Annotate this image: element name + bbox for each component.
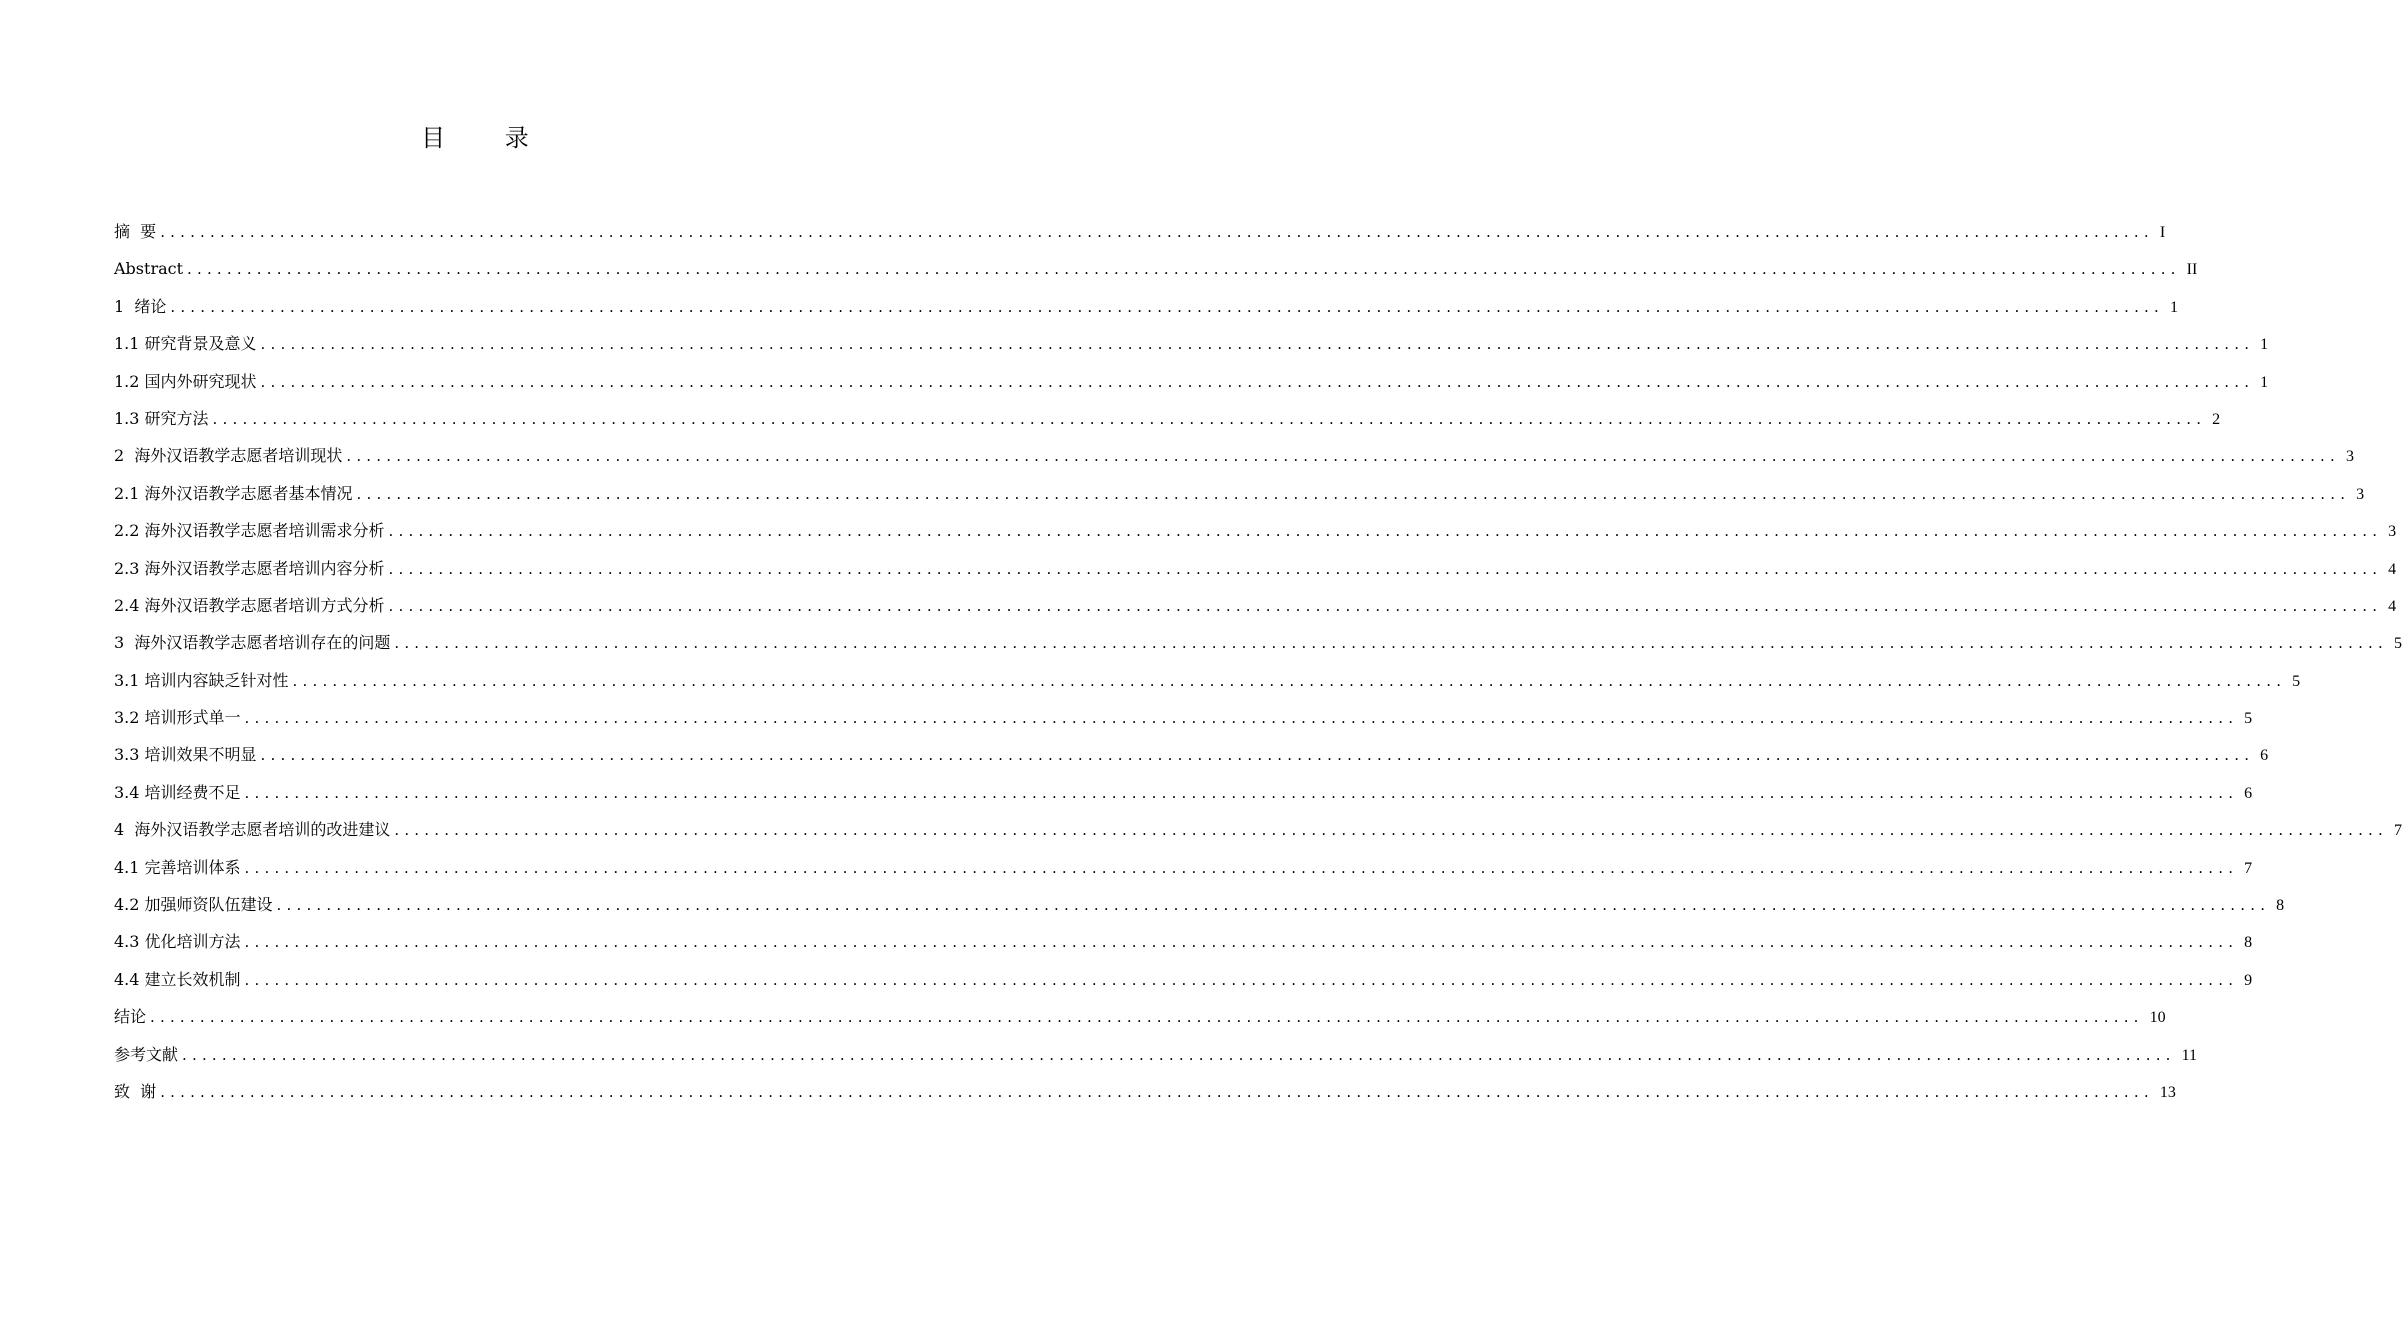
toc-entry-page-number: 10: [2149, 1009, 2166, 1027]
toc-leader-dots: ........................................................................................................................................................................................................: [170, 297, 2164, 316]
toc-entry[interactable]: [114, 886, 2285, 923]
toc-leader-dots: ........................................................................................................................................................................................................: [292, 671, 2287, 690]
toc-entry[interactable]: [114, 624, 2402, 661]
toc-entry-page-number: 13: [2159, 1083, 2176, 1101]
toc-entry-page-number: 7: [2244, 859, 2253, 877]
toc-entry[interactable]: [114, 961, 2253, 998]
toc-entry-page-number: 1: [2260, 373, 2269, 391]
toc-leader-dots: ........................................................................................................................................................................................................: [260, 746, 2255, 765]
toc-entry-page-number: 3: [2356, 485, 2365, 503]
toc-entry-label: 3.3 培训效果不明显: [114, 745, 257, 765]
toc-entry-page-number: 4: [2388, 597, 2397, 615]
toc-leader-dots: ........................................................................................................................................................................................................: [244, 970, 2239, 989]
toc-entry-page-number: 3: [2345, 448, 2354, 466]
toc-leader-dots: ........................................................................................................................................................................................................: [356, 484, 2351, 503]
toc-leader-dots: ........................................................................................................................................................................................................: [346, 447, 2340, 466]
toc-entry-page-number: 4: [2388, 560, 2397, 578]
toc-entry[interactable]: [114, 998, 2166, 1035]
toc-entry-label: 3.2 培训形式单一: [114, 708, 241, 728]
toc-entry-label: 2.1 海外汉语教学志愿者基本情况: [114, 483, 353, 503]
toc-entry-label: 4.2 加强师资队伍建设: [114, 895, 273, 915]
toc-entry[interactable]: [114, 587, 2397, 624]
toc-entry-page-number: 5: [2393, 635, 2402, 653]
toc-entry-page-number: 3: [2388, 523, 2397, 541]
toc-entry[interactable]: [114, 213, 2166, 250]
toc-entry-page-number: 1: [2169, 298, 2178, 316]
toc-entry-page-number: 2: [2212, 410, 2221, 428]
toc-leader-dots: ........................................................................................................................................................................................................: [244, 709, 2239, 728]
toc-entry-page-number: 11: [2181, 1046, 2198, 1064]
toc-leader-dots: ........................................................................................................................................................................................................: [244, 933, 2239, 952]
toc-entry-label: 摘 要: [114, 222, 157, 241]
toc-leader-dots: ........................................................................................................................................................................................................: [244, 783, 2239, 802]
toc-leader-dots: ........................................................................................................................................................................................................: [394, 634, 2388, 653]
toc-entry[interactable]: [114, 363, 2269, 400]
toc-entry-page-number: 9: [2244, 971, 2253, 989]
toc-entry-page-number: 6: [2244, 784, 2253, 802]
toc-entry-label: 4.4 建立长效机制: [114, 969, 241, 989]
toc-entry[interactable]: [114, 811, 2402, 848]
toc-entry[interactable]: [114, 400, 2221, 437]
toc-entry-page-number: 5: [2292, 672, 2301, 690]
page-title: 目 录: [421, 124, 555, 152]
toc-leader-dots: ........................................................................................................................................................................................................: [150, 1008, 2144, 1027]
toc-leader-dots: ........................................................................................................................................................................................................: [160, 223, 2154, 241]
toc-entry-label: 2.4 海外汉语教学志愿者培训方式分析: [114, 595, 385, 615]
toc-entry-label: 1.1 研究背景及意义: [114, 334, 257, 354]
toc-entry-label: 1.3 研究方法: [114, 408, 209, 428]
toc-entry-label: 参考文献: [114, 1044, 179, 1064]
toc-entry-page-number: II: [2186, 261, 2198, 279]
toc-leader-dots: ........................................................................................................................................................................................................: [187, 260, 2181, 279]
toc-entry-page-number: 8: [2276, 897, 2285, 915]
toc-entry-label: 4.1 完善培训体系: [114, 857, 241, 877]
toc-leader-dots: ........................................................................................................................................................................................................: [388, 559, 2383, 578]
toc-leader-dots: ........................................................................................................................................................................................................: [394, 821, 2388, 840]
toc-entry-page-number: 6: [2260, 747, 2269, 765]
toc-entry[interactable]: [114, 475, 2365, 512]
toc-leader-dots: ........................................................................................................................................................................................................: [212, 409, 2207, 428]
toc-entry-label: 结论: [114, 1007, 147, 1027]
toc-leader-dots: ........................................................................................................................................................................................................: [260, 372, 2255, 391]
toc-entry-page-number: 5: [2244, 710, 2253, 728]
toc-entry[interactable]: [114, 774, 2253, 811]
toc-entry[interactable]: [114, 288, 2178, 325]
toc-leader-dots: ........................................................................................................................................................................................................: [182, 1045, 2176, 1064]
toc-entry[interactable]: [114, 736, 2269, 773]
toc-leader-dots: ........................................................................................................................................................................................................: [160, 1082, 2154, 1101]
toc-entry[interactable]: [114, 662, 2301, 699]
toc-leader-dots: ........................................................................................................................................................................................................: [388, 596, 2383, 615]
toc-entry[interactable]: [114, 923, 2253, 960]
toc-entry-label: 3.4 培训经费不足: [114, 782, 241, 802]
toc-entry[interactable]: [114, 437, 2354, 474]
toc-entry[interactable]: [114, 1073, 2176, 1110]
toc-entry[interactable]: [114, 325, 2269, 362]
toc-entry-label: 2 海外汉语教学志愿者培训现状: [114, 446, 343, 466]
toc-entry-label: 4.3 优化培训方法: [114, 932, 241, 952]
toc-leader-dots: ........................................................................................................................................................................................................: [388, 522, 2383, 541]
toc-entry-page-number: I: [2159, 224, 2166, 241]
toc-entry-label: 1 绪论: [114, 296, 167, 316]
toc-entry-label: 致 谢: [114, 1081, 157, 1101]
toc-entry[interactable]: [114, 699, 2253, 736]
toc-entry-label: 3.1 培训内容缺乏针对性: [114, 670, 289, 690]
toc-entry-label: 2.3 海外汉语教学志愿者培训内容分析: [114, 558, 385, 578]
toc-entry-page-number: 8: [2244, 934, 2253, 952]
toc-entry[interactable]: [114, 1036, 2198, 1073]
toc-entry-page-number: 7: [2393, 822, 2402, 840]
toc-entry[interactable]: [114, 849, 2253, 886]
table-of-contents: [114, 213, 2402, 1110]
toc-leader-dots: ........................................................................................................................................................................................................: [276, 896, 2271, 915]
toc-entry-label: 3 海外汉语教学志愿者培训存在的问题: [114, 633, 391, 653]
toc-entry[interactable]: [114, 512, 2397, 549]
toc-entry[interactable]: [114, 250, 2198, 287]
toc-leader-dots: ........................................................................................................................................................................................................: [260, 335, 2255, 354]
toc-entry[interactable]: [114, 550, 2397, 587]
toc-entry-label: 4 海外汉语教学志愿者培训的改进建议: [114, 820, 391, 840]
toc-entry-label: 2.2 海外汉语教学志愿者培训需求分析: [114, 521, 385, 541]
toc-leader-dots: ........................................................................................................................................................................................................: [244, 858, 2239, 877]
toc-entry-page-number: 1: [2260, 336, 2269, 354]
toc-entry-label: Abstract: [114, 259, 184, 279]
toc-entry-label: 1.2 国内外研究现状: [114, 371, 257, 391]
